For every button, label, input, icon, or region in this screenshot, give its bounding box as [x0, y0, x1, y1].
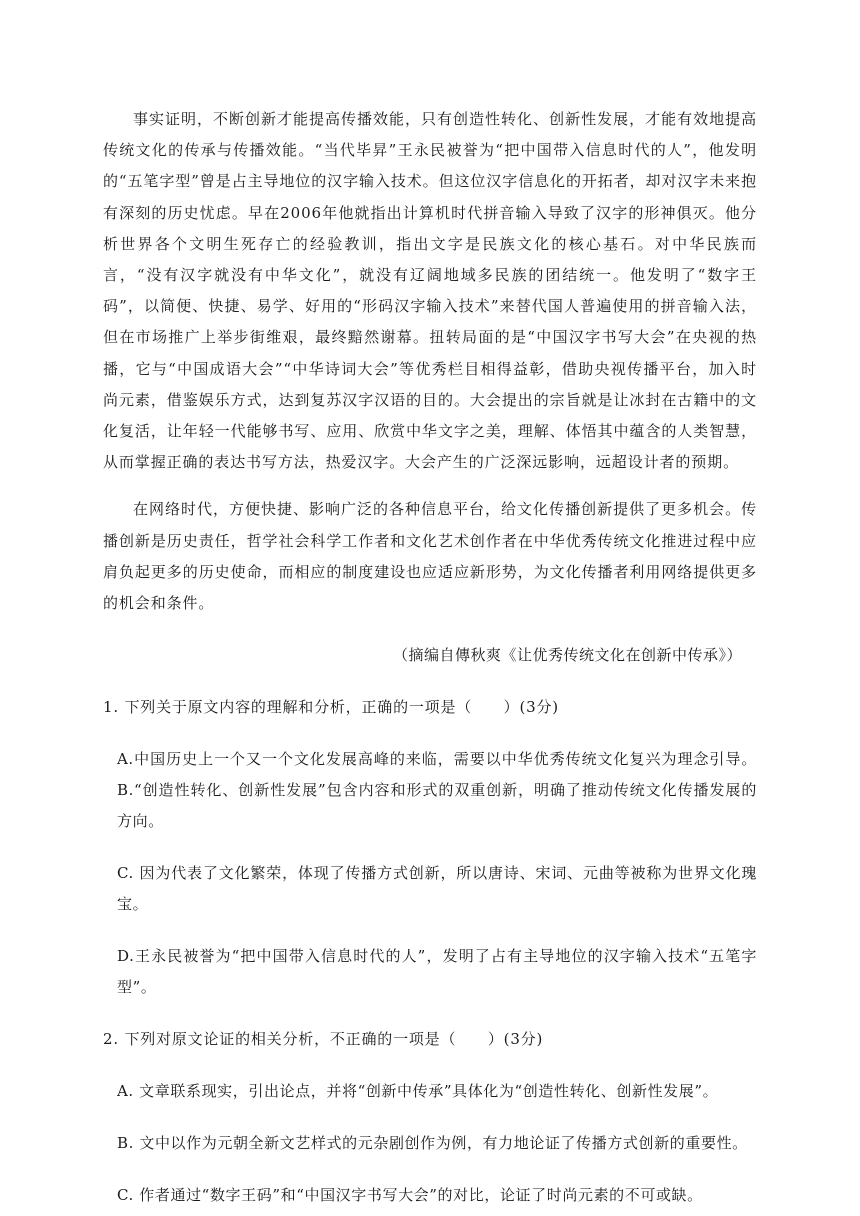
article-paragraph: 在网络时代，方便快捷、影响广泛的各种信息平台，给文化传播创新提供了更多机会。传播创新是历史责任，哲学社会科学工作者和文化艺术创作者在中华优秀传统文化推进过程中应肩负起更多的历史使命，而相应的制度建设也应适应新形势，为文化传播者利用网络提供更多的机会和条件。 [103, 500, 757, 613]
question-stem: 2. 下列对原文论证的相关分析，不正确的一项是（ ）(3分) [103, 1030, 544, 1049]
document-page [103, 104, 757, 1211]
answer-option: C. 因为代表了文化繁荣，体现了传播方式创新，所以唐诗、宋词、元曲等被称为世界文化瑰宝。 [117, 864, 757, 914]
article-source: （摘编自傳秋爽《让优秀传统文化在创新中传承》） [392, 646, 742, 665]
answer-option: C. 作者通过“数字王码”和“中国汉字书写大会”的对比，论证了时尚元素的不可或缺。 [117, 1186, 703, 1205]
answer-option: D.王永民被誉为“把中国带入信息时代的人”，发明了占有主导地位的汉字输入技术“五笔字型”。 [117, 947, 757, 997]
question-stem: 1. 下列关于原文内容的理解和分析，正确的一项是（ ）(3分) [103, 698, 559, 717]
article-paragraph: 事实证明，不断创新才能提高传播效能，只有创造性转化、创新性发展，才能有效地提高传统文化的传承与传播效能。“当代毕昇”王永民被誉为“把中国带入信息时代的人”，他发明的“五笔字型”曾是占主导地位的汉字输入技术。但这位汉字信息化的开拓者，却对汉字未来抱有深刻的历史忧虑。早在2006年他就指出计算机时代拼音输入导致了汉字的形神俱灭。他分析世界各个文明生死存亡的经验教训，指出文字是民族文化的核心基石。对中华民族而言，“没有汉字就没有中华文化”，就没有辽阔地域多民族的团结统一。他发明了“数字王码”，以简便、快捷、易学、好用的“形码汉字输入技术”来替代国人普遍使用的拼音输入法，但在市场推广上举步街维艰，最终黯然谢幕。扭转局面的是“中国汉字书写大会”在央视的热播，它与“中国成语大会”“中华诗词大会”等优秀栏目相得益彰，借助央视传播平台，加入时尚元素，借鉴娱乐方式，达到复苏汉字汉语的目的。大会提出的宗旨就是让冰封在古籍中的文化复活，让年轻一代能够书写、应用、欣赏中华文字之美，理解、体悟其中蕴含的人类智慧，从而掌握正确的表达书写方法，热爱汉字。大会产生的广泛深远影响，远超设计者的预期。 [103, 110, 757, 472]
answer-option: A. 文章联系现实，引出论点，并将“创新中传承”具体化为“创造性转化、创新性发展”。 [117, 1082, 719, 1101]
answer-option: B. 文中以作为元朝全新文艺样式的元杂剧创作为例，有力地论证了传播方式创新的重要性。 [117, 1134, 748, 1153]
answer-option: A.中国历史上一个又一个文化发展高峰的来临，需要以中华优秀传统文化复兴为理念引导。B.“创造性转化、创新性发展”包含内容和形式的双重创新，明确了推动传统文化传播发展的方向。 [117, 750, 757, 831]
